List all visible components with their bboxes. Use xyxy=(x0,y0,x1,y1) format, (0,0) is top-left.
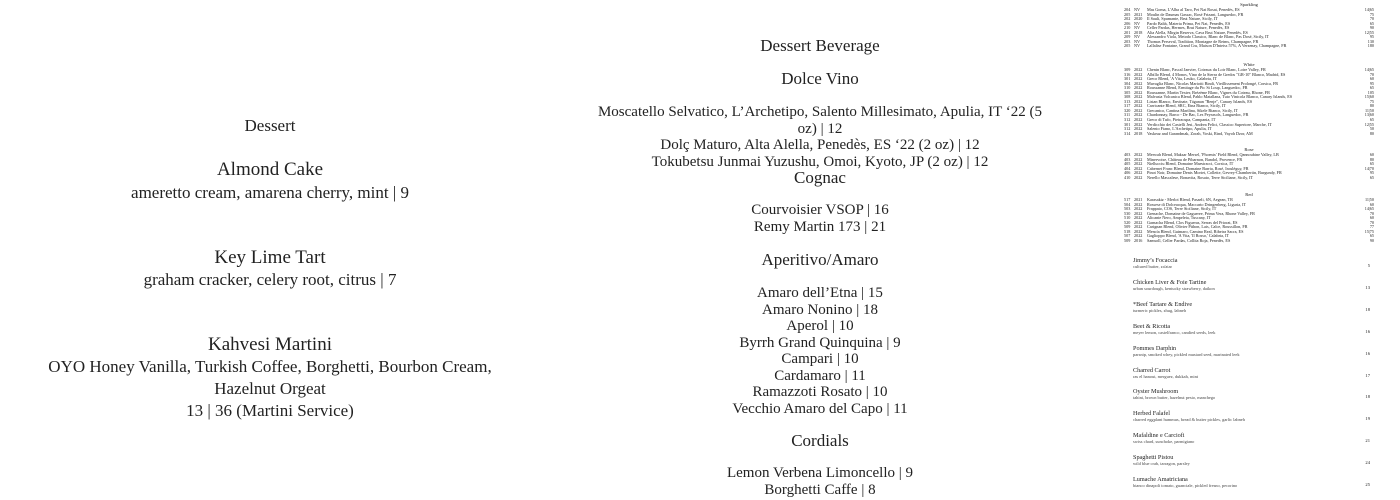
wine-vintage: 2022 xyxy=(1134,202,1143,207)
amaro-list xyxy=(590,285,1050,417)
wine-price: 75 xyxy=(1369,12,1374,17)
wine-price: 65 xyxy=(1369,21,1374,26)
wine-price: 65 xyxy=(1369,175,1374,180)
wine-price: 65 xyxy=(1369,234,1374,239)
wine-bin: 403 xyxy=(1124,153,1131,157)
wine-name: Alessandro Viola, Metodo Classico, Blanc de Blanc, Pas Dosé, Sicily, IT xyxy=(1147,35,1270,40)
wine-bin: 310 xyxy=(1124,86,1131,91)
wine-vintage: 2022 xyxy=(1134,229,1143,234)
wine-bin: 309 xyxy=(1124,68,1131,72)
food-price: 25 xyxy=(1365,482,1370,487)
wine-name: Merwah Blend, Maksar Mersel, 'Phoenix' Field Blend, Qannoubine Valley, LB xyxy=(1147,153,1279,157)
wine-name: Verdicchio dei Castelli Jesi, Andrea Felici, Classico Superiore, Marche, IT xyxy=(1147,122,1272,127)
food-item xyxy=(1133,345,1370,365)
wine-price: 65 xyxy=(1369,86,1374,91)
wine-name: Niellucciu Blend, Domaine Maestracci, Corsica, IT xyxy=(1147,162,1234,167)
wine-name: Celler Pardas, Hermes, Brut Nature, Penedès, ES xyxy=(1147,26,1230,31)
wine-vintage: NV xyxy=(1134,21,1141,26)
menu-line: Vecchio Amaro del Capo | 11 xyxy=(732,400,908,417)
wine-name: Vaskeaz and Garandmak, Zorah, Voski, Rind, Vayoh Dzor, AM xyxy=(1147,131,1253,136)
item-desc: graham cracker, celery root, citrus | 7 xyxy=(143,270,397,289)
menu-line: Ramazzoti Rosato | 10 xyxy=(752,384,888,400)
food-desc: charred eggplant hummus, bread & butter pickles, garlic labneh xyxy=(1133,417,1245,423)
food-item xyxy=(1133,279,1370,299)
wine-bin: 316 xyxy=(1124,72,1131,77)
wine-name: Moulin de Daumas Gassac, Rosé Frizant, Languedoc, FR xyxy=(1147,12,1244,17)
wine-price: 80 xyxy=(1369,104,1374,109)
food-name: Spaghetti Pistou xyxy=(1133,454,1174,462)
wine-name: Chenin Blanc, Pascal Janvier, Coteaux du Loir Blanc, Loire Valley, FR xyxy=(1147,68,1266,72)
wine-vintage: 2022 xyxy=(1134,118,1143,123)
wine-bin: 510 xyxy=(1124,216,1131,221)
wine-bin: 304 xyxy=(1124,81,1131,86)
wine-vintage: NV xyxy=(1134,35,1141,40)
wine-price: 90 xyxy=(1369,26,1374,31)
food-price: 19 xyxy=(1365,416,1370,422)
wine-bin: 210 xyxy=(1124,26,1131,31)
wine-name: Frappato, COS, Terre Siciliane, Sicily, IT xyxy=(1147,207,1217,212)
wine-price: 15|60 xyxy=(1364,95,1374,100)
wine-price: 70 xyxy=(1369,211,1374,216)
wine-vintage: 2022 xyxy=(1134,153,1143,157)
food-desc: tahini, brown butter, hazelnut pesto, manchego xyxy=(1133,395,1216,401)
subsection-title: Cognac xyxy=(794,168,846,187)
wine-section-sparkling xyxy=(1124,2,1374,49)
wine-name: Pardo Baltà, Materia Prima, Pet Nat, Penedès, ES xyxy=(1147,21,1231,26)
wine-price: 70 xyxy=(1369,17,1374,22)
wine-bin: 206 xyxy=(1124,21,1131,26)
wine-bin: 205 xyxy=(1124,12,1131,17)
item-name: Kahvesi Martini xyxy=(207,334,332,355)
wine-price: 14|65 xyxy=(1364,207,1374,212)
wine-vintage: 2016 xyxy=(1134,238,1143,243)
food-item xyxy=(1133,388,1370,408)
menu-line: Amaro Nonino | 18 xyxy=(762,301,878,318)
wine-price: 95 xyxy=(1369,35,1374,40)
wine-bin: 405 xyxy=(1124,162,1131,167)
food-item xyxy=(1133,367,1370,387)
food-price: 17 xyxy=(1365,372,1370,378)
wine-vintage: 2022 xyxy=(1134,211,1143,216)
wine-price: 12|55 xyxy=(1364,122,1374,127)
menu-line: Campari | 10 xyxy=(781,351,859,367)
wine-name: Malvasia Volcanica Blend, Pablo Matallana, Tuto Vinicola Blanco, Canary Islands, ES xyxy=(1147,95,1293,100)
wine-price: 60 xyxy=(1369,202,1374,207)
food-item xyxy=(1133,301,1370,321)
wine-row xyxy=(1124,44,1374,49)
wine-name: Roussanne, Martin Texier, Brézème Blanc, Vignes du Coteau, Rhone, FR xyxy=(1147,90,1270,95)
cognac-list xyxy=(590,202,1050,235)
wine-vintage: 2022 xyxy=(1134,171,1143,176)
wine-bin: 311 xyxy=(1124,113,1131,118)
wine-price: 11|50 xyxy=(1364,108,1374,113)
cordials-list xyxy=(590,465,1050,498)
menu-line: Remy Martin 173 | 21 xyxy=(753,218,887,235)
wine-vintage: 2022 xyxy=(1134,127,1143,132)
wine-vintage: 2022 xyxy=(1134,113,1143,118)
wine-vintage: 2022 xyxy=(1134,225,1143,230)
wine-name: Rossese di Dolceacqua, Maccario Dringenberg, Liguria, IT xyxy=(1147,202,1247,207)
wine-vintage: 2018 xyxy=(1134,131,1143,136)
food-name: Oyster Mushroom xyxy=(1133,388,1179,396)
wine-name: Albillo Blend, 4 Monos, Vino de la Sierra de Gredos "GR-10" Blanco, Madrid, ES xyxy=(1147,72,1286,77)
wine-vintage: 2022 xyxy=(1134,220,1143,225)
item-desc: Hazelnut Orgeat xyxy=(214,379,326,398)
wine-price: 14|65 xyxy=(1364,8,1374,12)
wine-vintage: NV xyxy=(1134,44,1141,49)
food-name: Chicken Liver & Foie Tartine xyxy=(1133,278,1207,286)
wine-bin: 530 xyxy=(1124,211,1131,216)
wine-vintage: 2022 xyxy=(1134,162,1143,167)
wine-price: 60 xyxy=(1369,77,1374,82)
wine-name: Samsoll, Celler Pardas, Collita Roja, Penedès, ES xyxy=(1147,238,1231,243)
wine-vintage: 2022 xyxy=(1134,175,1143,180)
wine-bin: 507 xyxy=(1124,234,1131,239)
food-price: 5 xyxy=(1367,263,1370,268)
wine-section-title: Red xyxy=(1245,192,1253,197)
food-price: 24 xyxy=(1365,460,1370,466)
wine-name: Roussanne Blend, Ermitage du Pic St Loup, Languedoc, FR xyxy=(1147,86,1248,91)
wine-price: 14|70 xyxy=(1364,166,1374,171)
wine-vintage: 2022 xyxy=(1134,104,1143,109)
food-name: *Beef Tartare & Endive xyxy=(1133,300,1193,308)
wine-vintage: 2022 xyxy=(1134,68,1143,72)
wine-price: 14|65 xyxy=(1364,68,1374,72)
wine-vintage: 2021 xyxy=(1134,198,1143,202)
wine-section-red xyxy=(1124,192,1374,243)
wine-vintage: 2020 xyxy=(1134,17,1143,22)
menu-line: Courvoisier VSOP | 16 xyxy=(751,202,889,218)
wine-vintage: 2022 xyxy=(1134,216,1143,221)
food-name: Jimmy’s Focaccia xyxy=(1133,257,1178,264)
wine-price: 60 xyxy=(1369,216,1374,221)
food-name: Herbed Falafel xyxy=(1133,410,1170,418)
food-desc: ras el hanout, merguez, dukkah, mint xyxy=(1133,373,1199,379)
food-item xyxy=(1133,476,1370,496)
food-desc: meyer lemon, castelfranco, candied seeds, leek xyxy=(1133,329,1216,335)
food-name: Mafaldine e Carciofi xyxy=(1133,432,1185,440)
wine-name: Il Sauli, Spumante, Brut Nature, Sicily, IT xyxy=(1147,17,1218,22)
wine-bin: 312 xyxy=(1124,118,1131,123)
menu-line: Amaro dell’Etna | 15 xyxy=(757,285,883,301)
wine-vintage: 2022 xyxy=(1134,108,1143,113)
wine-vintage: 2022 xyxy=(1134,77,1143,82)
wine-bin: 203 xyxy=(1124,39,1131,44)
wine-section-title: Rose xyxy=(1244,147,1254,152)
food-item xyxy=(1133,257,1370,277)
wine-bin: 403 xyxy=(1124,157,1131,162)
wine-name: Carignan Blend, Olivier Pithon, Lais, Calce, Roussillon, FR xyxy=(1147,225,1248,230)
wine-price: 77 xyxy=(1369,225,1374,230)
subsection-title: Aperitivo/Amaro xyxy=(761,250,879,269)
wine-section-rose xyxy=(1124,147,1374,180)
wine-vintage: 2022 xyxy=(1134,207,1143,212)
food-desc: wild blue crab, tarragon, parsley xyxy=(1133,461,1190,467)
wine-bin: 406 xyxy=(1124,171,1131,176)
wine-bin: 317 xyxy=(1124,104,1131,109)
menu-line: Lemon Verbena Limoncello | 9 xyxy=(726,465,913,481)
wine-bin: 320 xyxy=(1124,108,1131,113)
wine-name: Alta Alella, Mirgin Reserva, Cava Brut Nature, Penedès, ES xyxy=(1147,30,1248,35)
wine-name: Nerello Mascalese, Bonavita, Rosato, Terre Siciliane, Sicily, IT xyxy=(1147,175,1254,180)
wine-price: 80 xyxy=(1369,157,1374,162)
food-item xyxy=(1133,432,1370,452)
wine-name: Mas Goma, L'Alba al Taro, Pet Nat Rosat, Penedès, ES xyxy=(1147,8,1240,12)
wine-price: 70 xyxy=(1369,220,1374,225)
food-desc: urban sourdough, kentucky strawberry, daikon xyxy=(1133,285,1215,291)
wine-price: 12|55 xyxy=(1364,30,1374,35)
wine-bin: 308 xyxy=(1124,95,1131,100)
wine-bin: 201 xyxy=(1124,30,1131,35)
wine-vintage: 2022 xyxy=(1134,86,1143,91)
food-price: 18 xyxy=(1365,306,1370,312)
wine-bin: 313 xyxy=(1124,99,1131,104)
wine-name: Karasakiz - Merlot Blend, Pasaeli, 6N, Aegean, TR xyxy=(1147,198,1233,202)
food-desc: parsnip, smoked whey, pickled mustard seed, marinated leek xyxy=(1133,351,1240,357)
wine-bin: 305 xyxy=(1124,90,1131,95)
food-item xyxy=(1133,454,1370,474)
food-name: Charred Carrot xyxy=(1133,366,1171,374)
section-title: Dessert xyxy=(244,116,296,135)
menu-line: Moscatello Selvatico, L’Archetipo, Salento Millesimato, Apulia, IT ‘22 (5 oz) | 12 xyxy=(597,104,1043,137)
wine-bin: 504 xyxy=(1124,202,1131,207)
menu-line: Aperol | 10 xyxy=(786,318,854,334)
wine-price: 90 xyxy=(1369,238,1374,243)
wine-price: 95 xyxy=(1369,171,1374,176)
wine-bin: 517 xyxy=(1124,198,1131,202)
wine-name: Listan Blanco, Envínate, Táganan "Benje", Canary Islands, ES xyxy=(1147,99,1253,104)
menu-line: Tokubetsu Junmai Yuzushu, Omoi, Kyoto, JP (2 oz) | 12 xyxy=(651,153,989,170)
wine-vintage: 2022 xyxy=(1134,90,1143,95)
wine-bin: 209 xyxy=(1124,35,1131,40)
wine-price: 15|75 xyxy=(1364,229,1374,234)
wine-bin: 518 xyxy=(1124,229,1131,234)
section-title: Dessert Beverage xyxy=(760,36,880,55)
item-desc: 13 | 36 (Martini Service) xyxy=(186,401,354,420)
wine-vintage: NV xyxy=(1134,39,1141,44)
food-item xyxy=(1133,410,1370,430)
menu-line: Borghetti Caffe | 8 xyxy=(764,481,876,498)
wine-section-white xyxy=(1124,62,1374,136)
wine-price: 70 xyxy=(1369,72,1374,77)
wine-price: 180 xyxy=(1367,44,1374,49)
wine-section-title: Sparkling xyxy=(1240,2,1258,7)
wine-name: Greco di Tufo, Pietracupa, Campania, IT xyxy=(1147,118,1216,123)
wine-bin: 301 xyxy=(1124,122,1131,127)
food-item xyxy=(1133,323,1370,343)
wine-vintage: 2022 xyxy=(1134,81,1143,86)
wine-vintage: 2022 xyxy=(1134,157,1143,162)
wine-name: Grenache, Domaine de Gagueree, Prima Vera, Rhone Valley, FR xyxy=(1147,211,1255,216)
wine-bin: 410 xyxy=(1124,175,1131,180)
wine-vintage: 2022 xyxy=(1134,99,1143,104)
wine-vintage: 2022 xyxy=(1134,95,1143,100)
wine-name: Minervoise, Château de Pibarnon, Bandol, Provence, FR xyxy=(1147,157,1243,162)
food-desc: swiss chard, sunchoke, parmigiano xyxy=(1133,439,1195,445)
wine-name: Garnacha Blend, Clos Figueras, Serras del Priorat, ES xyxy=(1147,220,1238,225)
food-price: 21 xyxy=(1365,438,1370,444)
wine-vintage: 2022 xyxy=(1134,72,1143,77)
subsection-title: Dolce Vino xyxy=(781,69,859,88)
wine-vintage: 2018 xyxy=(1134,30,1143,35)
wine-bin: 404 xyxy=(1124,166,1131,171)
wine-price: 105 xyxy=(1367,90,1374,95)
wine-vintage: 2022 xyxy=(1134,122,1143,127)
wine-name: Thomas Perseval, Tradition, Montagne de Reims, Champagne, FR xyxy=(1147,39,1259,44)
wine-row xyxy=(1124,176,1374,181)
wine-vintage: 2022 xyxy=(1134,166,1143,171)
wine-row xyxy=(1124,132,1374,137)
wine-row xyxy=(1124,239,1374,244)
wine-name: Greco Blend, 'A Vita, Leuko, Calabria, IT xyxy=(1147,77,1217,82)
item-name: Key Lime Tart xyxy=(214,247,326,268)
wine-price: 75 xyxy=(1369,99,1374,104)
food-name: Pommes Darphin xyxy=(1133,344,1177,352)
wine-bin: 509 xyxy=(1124,238,1131,243)
wine-name: Grecanico, Cantina Marilina, Sikele Bianco, Sicily, IT xyxy=(1147,108,1238,113)
wine-name: Mencía Blend, Guimaro, Camino Real, Ribeira Sacra, ES xyxy=(1147,229,1244,234)
wine-bin: 520 xyxy=(1124,220,1131,225)
wine-bin: 509 xyxy=(1124,225,1131,230)
wine-bin: 301 xyxy=(1124,77,1131,82)
menu-line: Cardamaro | 11 xyxy=(774,367,866,384)
item-desc: ameretto cream, amarena cherry, mint | 9 xyxy=(131,183,409,202)
item-name: Almond Cake xyxy=(216,159,324,180)
wine-name: Carricante Blend, SRC, Etna Bianco, Sicily, IT xyxy=(1147,104,1226,109)
item-desc: OYO Honey Vanilla, Turkish Coffee, Borghetti, Bourbon Cream, xyxy=(48,357,492,376)
food-desc: bianco dinapoli tomato, guanciale, pickled fresno, pecorino xyxy=(1133,483,1238,488)
wine-price: 65 xyxy=(1369,118,1374,123)
wine-name: Lallalise Fontaine, Grand Cru, Maison D'Inteiss 57%, A Verzenay, Champagne, FR xyxy=(1147,44,1287,49)
wine-section-title: White xyxy=(1243,62,1255,67)
wine-name: Alicante Nero, Ampeleia, Tuscany, IT xyxy=(1147,216,1211,221)
wine-bin: 202 xyxy=(1124,17,1131,22)
food-desc: cultured butter, za'atar xyxy=(1133,264,1173,269)
wine-price: 95 xyxy=(1369,81,1374,86)
wine-name: Cabernet Franc Blend, Domaine Barria, Rosé, Irouléguy, FR xyxy=(1147,166,1249,171)
wine-bin: 204 xyxy=(1124,8,1131,12)
wine-name: Muvaglia Blanc, Nicolas Mariotti Bindi, Vieillissement Prolongé, Corsica, FR xyxy=(1147,81,1279,86)
food-price: 16 xyxy=(1365,350,1370,356)
food-desc: turmeric pickles, zhug, labneh xyxy=(1133,307,1187,313)
wine-price: 50 xyxy=(1369,127,1374,132)
wine-name: Salento Fiano, L'Archetipo, Apulia, IT xyxy=(1147,127,1212,132)
food-name: Lumache Amatriciana xyxy=(1133,476,1188,483)
wine-bin: 503 xyxy=(1124,207,1131,212)
wine-bin: 314 xyxy=(1124,131,1131,136)
wine-price: 11|50 xyxy=(1364,198,1374,202)
food-name: Beet & Ricotta xyxy=(1133,322,1171,330)
wine-bin: 205 xyxy=(1124,44,1131,49)
food-price: 13 xyxy=(1365,284,1370,290)
wine-bin: 312 xyxy=(1124,127,1131,132)
wine-name: Gaglioppo Blend, 'A Vita, 'Il Rosso,' Calabria, IT xyxy=(1147,234,1230,239)
wine-price: 13|60 xyxy=(1364,113,1374,118)
subsection-title: Cordials xyxy=(791,431,849,450)
wine-vintage: 2021 xyxy=(1134,12,1143,17)
wine-vintage: NV xyxy=(1134,26,1141,31)
wine-name: Pinot Noir, Domaine Denis Mortet, Collette, Gevrey-Chambertin, Burgundy, FR xyxy=(1147,171,1282,176)
food-price: 18 xyxy=(1365,394,1370,400)
wine-price: 60 xyxy=(1369,153,1374,157)
wine-name: Chardonnay, Barco - De Bac, Les Peyrasols, Languedoc, FR xyxy=(1147,113,1249,118)
wine-vintage: NV xyxy=(1134,8,1141,12)
menu-line: Dolç Maturo, Alta Alella, Penedès, ES ‘22 (2 oz) | 12 xyxy=(660,137,980,153)
wine-price: 65 xyxy=(1369,162,1374,167)
wine-vintage: 2022 xyxy=(1134,234,1143,239)
dolce-list xyxy=(590,104,1050,170)
wine-price: 130 xyxy=(1367,39,1374,44)
wine-price: 80 xyxy=(1369,131,1374,136)
menu-line: Byrrh Grand Quinquina | 9 xyxy=(739,334,901,351)
food-price: 16 xyxy=(1365,328,1370,334)
